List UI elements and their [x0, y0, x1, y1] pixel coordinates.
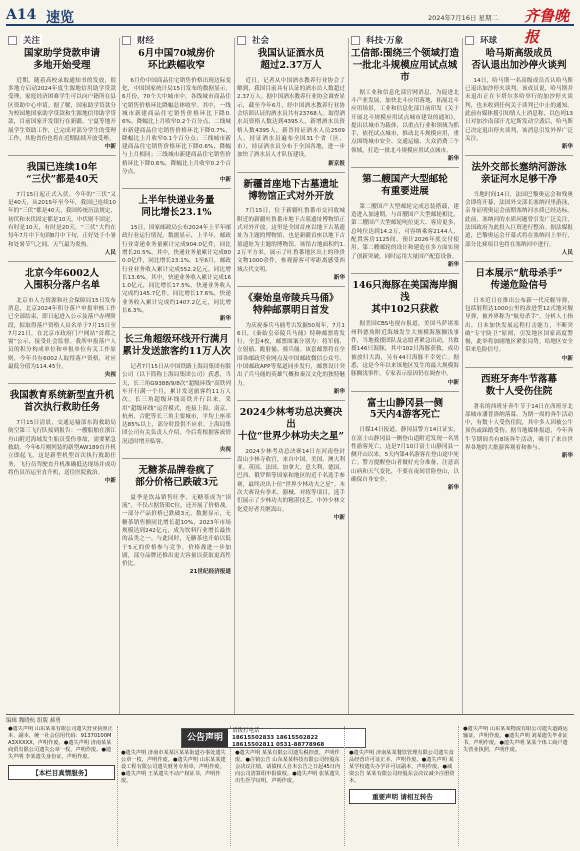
- article-body: 近期，随着高校录取通知书的发放，很多地方启动2024年度生源地信用助学贷款受理，家庭经济困难学生可以向户籍所在县区资助中心申请。据了解，国家助学贷款分为校园地国家助学贷款和生源地信用助学贷款，目前国家开发银行在新疆、宁夏等地开展学生资助工作，已完成对部分学生的受理工作，其他省份也将在近期陆续开放受理。: [8, 77, 116, 142]
- article-divider: [351, 167, 459, 168]
- section-name: 环球: [480, 36, 498, 46]
- byline: 央视: [104, 372, 116, 379]
- headline: 西班牙奔牛节落幕 数十人受伤住院: [480, 373, 557, 397]
- section-name: 社会: [252, 36, 270, 46]
- article-divider: [465, 155, 573, 156]
- byline: 新华: [561, 453, 573, 460]
- editor-credit: 编辑 魏晓杭 组版 郝勇: [6, 714, 574, 723]
- headline: 日本展示“航母杀手” 传递危险信号: [475, 267, 563, 291]
- column-tech: [349, 42, 461, 714]
- headline: 工信部:围绕三个领域打造 一批北斗规模应用试点城市: [351, 48, 460, 83]
- article-body: 15日，国家邮政局公布2024年上半年邮政行业运行情况。数据显示，上半年，邮政行业寄递业务量累计完成904.0亿件，同比增长20.5%。其中，快递业务量累计完成800.0亿件，同比增长23.1%。1至6月，邮政行业业务收入累计完成552.2亿元，同比增长13.6%。其中，快递业务收入累计完成161.0亿元，同比增长17.5%，快递业务收入完成约145.7亿件，同比增长17.6%，快递业务收入累计完成约1407.2亿元，同比增长6.3%。: [122, 225, 231, 315]
- byline: 中新: [447, 379, 459, 386]
- article-divider: [122, 458, 231, 459]
- ad-text: ●遗失声明 某某有限公司遗失税控盘，声明作废。●注销公告 山东某某科技有限公司经股东会决议注销，请债权人自本公告之日起45日内向公司清算组申报债权。●遗失声明 张某遗失出生医学证明，声明作废。: [235, 750, 341, 785]
- section-name: 财经: [137, 36, 155, 46]
- byline: 新华: [447, 485, 459, 492]
- ad-column: [233, 726, 345, 846]
- headline: 第二艘国产大型邮轮 有重要进展: [362, 174, 448, 197]
- newspaper-logo: 齐鲁晚报: [524, 7, 570, 46]
- article-body: 6月份中国商品住宅销售价格出现边际变化，中国国家统计局15日发布的数据显示，6月份，70个大中城市中，各线城市商品住宅销售价格环比降幅总体收窄。其中，一线城市新建商品住宅销售价格环比下降0.6%，降幅比上月收窄0.2个百分点，二线城市新建商品住宅销售价格环比下降0.7%，降幅比上月收窄0.1个百分点；三线城市新建商品住宅销售价格环比下降0.6%，降幅与上月相同；三线城市新建商品住宅销售价格环比下降0.6%，降幅比上月收窄0.2个百分点。: [122, 77, 231, 176]
- headline: 我国认证酒水员 超过2.37万人: [257, 48, 325, 71]
- page-number: A14: [6, 7, 37, 23]
- ad-column: [347, 726, 459, 846]
- byline: 人民: [104, 249, 116, 256]
- column-society: [235, 42, 347, 714]
- article-body: 日本近日在推出公布新一代反舰导弹，包括射程达1000公里的改进型12式地对舰导弹，被外界称为“航母杀手”。分析人士指出，日本加快发展远程打击能力，不断突破“专守防卫”原则，引发地区国家高度警惕，此举将加剧地区紧张局势，给地区安全带来危险信号。: [465, 297, 573, 354]
- article-body: 日媒14日报道，静冈县警方14日证实，在富士山静冈县一侧登山道附近发现一名男性游客死亡，这是7月10日富士山静冈县一侧开山以来，5天内第4名游客在登山途中死亡。警方提醒登山者做好充分准备，注意高山病和天气变化，不要在夜间冒险登山，以确保自身安全。: [351, 427, 459, 484]
- byline: 新华: [561, 144, 573, 151]
- headline: 146只海豚在美国海岸搁浅 其中102只获救: [352, 279, 458, 315]
- issue-date: 2024年7月16日 星期二: [428, 14, 499, 22]
- article-body: 7月15日起正式入伏。今年的“三伏”又是40天，从2015年至今年，我国已连续10年的“三伏”都是40天，我国传统历法规定，初伏和末伏固定都是10天，中伏则不固定，有时是10天，有时是20天。“三伏”大约在每年7月中下旬到8月中下旬，正好处于小暑和处暑节气之间，天气最为炎热。: [8, 191, 117, 248]
- byline: 中新: [333, 514, 345, 521]
- byline: 中新: [561, 355, 573, 362]
- article-body: 7月15日清晨，交通运输部东海救助局航空第三飞行队接到报告：一艘船舶在浙江舟山附近海域发生船员受伤事故，需要紧急救助。今年6月刚列装的新型AW189直升机立即起飞，这是新型机型首次执行救助任务，飞行员驾驶直升机准确抵达现场并成功将伤员吊运至直升机，送往医院救治。: [8, 420, 116, 476]
- article-divider: [465, 261, 573, 262]
- headline: 国家助学贷款申请 多地开始受理: [23, 48, 100, 71]
- article-body: 夏季是饮品销售旺季，无糖茶成为“顶流”，不仅占据货架C位，还开展了价格战。一部分产品价格已跌破3元。数据显示，无糖茶销售额同比增长超10%，2023年市场规模达到242亿元，成为饮料行业增长最快的品类之一。与此同时，无糖茶也开始以低于5元的价格参与竞争，价格战进一步加剧，部分品牌还推出更大容量以获取更高性价比。: [122, 494, 231, 568]
- page-section-title: 速览: [46, 10, 74, 26]
- headline: 上半年快递业务量 同比增长23.1%: [138, 195, 215, 219]
- headline: 长三角超级环线开行满月 累计发送旅客约11万人次: [122, 334, 231, 358]
- byline: 新华: [447, 156, 459, 162]
- article-body: 7月15日，位于新疆吐鲁番市交河故城附近的新疆吐鲁番市地下古墓遗址博物馆正式对外开放。这里是全国首座以地下古墓遗址为主题的博物馆，也是新疆首座以地下古墓遗址为主题的博物馆。该馆占地面积约1.2万平方米，展示了吐鲁番地区出土的珍贵文物1000余件，参观游客可零距离感受西域古代文明。: [237, 208, 345, 273]
- byline: 央视: [219, 447, 231, 454]
- headline: 新疆首座地下古墓遗址 博物馆正式对外开放: [243, 178, 339, 202]
- article-divider: [122, 188, 231, 189]
- ad-text: ●遗失声明 济南某某餐饮管理有限公司遗失食品经营许可证正本，声明作废。●遗失声明 某某学校遗失办学许可证副本，声明作废。●减资公告 某某有限公司经股东会决议减少注册资本。: [349, 750, 455, 785]
- article-divider: [237, 400, 345, 401]
- article-body: 著名的西班牙奔牛节于14日在西班牙北部城市潘普洛纳落幕。为期一周的奔牛活动中，有数十人受伤住院，其中多人因被公牛顶伤或踩踏受伤。据当地媒体报道，今年奔牛节期间共有8场奔牛活动，吸引了来自世界各地的大批游客观看和参与。: [465, 403, 573, 452]
- article-divider: [122, 327, 231, 328]
- headline: 我国教育系统新型直升机 首次执行救助任务: [9, 390, 115, 414]
- ad-box: 重要声明 请相互转告: [349, 789, 456, 804]
- ad-text: ●遗失声明 济南市某某区某某街道办事处遗失公章一枚，声明作废。●遗失声明 山东某某建设工程有限公司遗失财务专用章，声明作废。●遗失声明 王某遗失不动产权证书，声明作废。: [121, 750, 226, 785]
- article-body: 2024少林考功总决赛14日在河南登封嵩山少林寺收官，来自中国、美国、澳大利亚、英国、法国、加拿大、意大利、德国、巴西、俄罗斯等国家和地区的近千名选手参赛，最终决出十位“世界少林功夫之星”。本次大赛设有拳术、器械、对练等项目，选手们展示了少林功夫的精湛技艺，中外少林文化爱好者共聚嵩山。: [237, 448, 345, 513]
- byline: 新华: [333, 274, 345, 281]
- column-world: [463, 42, 575, 714]
- article-body: 记者7月15日从中国铁路上海局集团有限公司（以下简称上海局集团公司）获悉，当天，长三角G9388/9/8次“超级环线”高铁列车开行满一个月，累计发送旅客约11万人次。长三角超级环线高铁开行以来，采用“超级环线”运营模式，连接上海、南京、杭州、合肥等长三角主要城市，平均上座率达85%以上，部分时段供不应求。上海局集团公司有关负责人介绍，今后将根据客流情况适时增开临客。: [122, 364, 231, 445]
- article-divider: [8, 155, 116, 156]
- section-name: 关注: [23, 36, 41, 46]
- byline: 中新: [104, 144, 116, 151]
- headline: 富士山静冈县一侧 5天内4游客死亡: [366, 397, 443, 421]
- notice-title: 公告声明: [182, 729, 228, 747]
- article-divider: [8, 383, 116, 384]
- byline: 21世纪经济报道: [189, 569, 231, 576]
- article-body: 近日，记者从中国酒水教养行业协会了解到，我国目前具有认证的酒水员人数超过2.37万人。据中国酒水教养行业协会调查显示，截至今年6月，经中国酒水教养行业协会培训认证的酒水员共有23768人。取得酒水员资格人数达到4395人，新增酒水员资格人数4395人，新晋持证酒水人员2509人。持证酒水员遍布全国31个省（区、市），持证酒水员分布于全国各地，进一步加快了酒水员人才队伍建设。: [237, 77, 345, 159]
- article-divider: [351, 391, 459, 392]
- section-name: 科技·万象: [366, 36, 404, 46]
- headline: 2024少林考功总决赛决出 十位“世界少林功夫之星”: [238, 406, 344, 442]
- headline: 6月中国70城房价 环比跌幅收窄: [138, 48, 215, 71]
- byline: 新华: [219, 316, 231, 323]
- headline: 无糖茶品牌卷疯了 部分价格已跌破3元: [135, 465, 218, 488]
- article-body: 第二艘国产大型邮轮完成总装搭载，建造进入加速期。与首艘国产大型邮轮相比，第二艘国产大型邮轮吨位更大、客房更多，总吨位达到14.2万，可容纳乘客2144人，配置客房1125间，预计2026年底交付使用。第二艘邮轮的设计和建造在多方面实现了创新突破，同时运用大量国产配套设备。: [351, 203, 459, 260]
- ad-box: 【本栏目真情服务】: [8, 765, 115, 780]
- byline: 中新: [219, 177, 231, 184]
- article-body: 为庆祝秦兵马俑考古发掘50周年，7月16日，《秦始皇帝陵兵马俑》特种邮票将发行。全套4枚，邮票图案分别为：将军俑、立射俑、跪射俑、骑兵俑。该套邮票将在全国各邮政营业网点及中国邮政微信公众号、中国邮政APP等渠道同步发行，邮票设计突出了兵马俑的英雄气概和秦汉文化的独特魅力。: [237, 322, 345, 387]
- article-divider: [8, 261, 116, 262]
- byline: 新华: [447, 261, 459, 268]
- article-divider: [237, 286, 345, 287]
- phone-line: 18615502833 18615502822: [232, 734, 319, 741]
- ad-column: [461, 726, 574, 846]
- notice-subtitle: 请拨打电话: [232, 727, 260, 734]
- byline: 人民: [561, 249, 573, 256]
- article-body: 北京市人力资源和社会保障局15日发布消息，北京2024年积分落户申报审核工作已全部结束，即日起进入公示及落户办理阶段，拟取得落户资格人员名单于7月15日至7月21日，在北京市政府门户网站“首都之窗”公示，接受社会监督。我所申报落户人员的积分构成单位和申报单位有关工作原则，今年共有6002人取得落户资格，对应最低分值为114.45分。: [8, 297, 116, 371]
- article-body: 据工业和信息化部官网消息，为促进北斗产业发展，加快北斗应用落地，拓展北斗应用场景，工业和信息化部日前印发《关于开展北斗规模应用试点城市建设的通知》，提出以城市为载体，以重点行业和领域为抓手，依托试点城市，推动北斗规模应用，重点围绕城市安全、交通运输、大众消费三个领域，打造一批北斗规模应用试点城市。: [351, 89, 459, 154]
- headline: 我国已连续10年 “三伏”都是40天: [26, 162, 98, 185]
- article-divider: [465, 367, 573, 368]
- ad-column: [6, 726, 118, 846]
- byline: 新京报: [328, 160, 345, 167]
- byline: 中新: [104, 478, 116, 485]
- article-body: 据美国CBS电视台报道，美国马萨诸塞州科德角附近海域发生大规模海豚搁浅事件，当地救援团队及志愿者紧急出动，共救援146只海豚，其中102只海豚获救，成功被放归大海，另有44只海豚不幸死亡。据悉，这是今年以来该地区发生的最大规模海豚搁浅事件，专家表示原因仍在调查中。: [351, 321, 459, 378]
- headline: 法外交部长塞纳河游泳 亲证河水足够干净: [471, 162, 567, 185]
- column-attention: [6, 42, 118, 714]
- article-body: 14日，哈马斯一名高级成员否认哈马斯已退出加沙停火谈判。该成员说，哈马斯并未退出正在卡塔尔多哈举行的加沙停火谈判，也未收到任何关于谈判已中止的通知。此前有媒体援引知情人士消息称，以色列13日对加沙南部汗尤尼斯发动空袭后，哈马斯已决定退出停火谈判，该消息引发外界广泛关注。: [465, 77, 573, 142]
- ad-text: ●遗失声明 山东某某物流有限公司遗失道路运输证，声明作废。●遗失声明 刘某遗失毕业证书，声明作废。●遗失声明 某某个体工商户遗失营业执照，声明作废。: [463, 726, 568, 754]
- ad-text: ●遗失声明 山东某某有限公司遗失营业执照正本、副本，统一社会信用代码：91370100MA3XXXXX，声明作废。●遗失声明 济南某某商贸有限公司遗失公章一枚，声明作废。●遗失声明 李某遗失身份证，声明作废。: [8, 726, 113, 761]
- article-body: 当地时间14日，法国巴黎奥运会和残奥会即将开幕，法国外交部长塞纳河里游泳，亲身证明奥运会前期塞纳河水质已经达标。此前，塞纳河的水质问题曾引发广泛关注，法国政府为此投入巨资进行整治。据法媒报道，巴黎奥运会开幕式将在塞纳河上举行，部分比赛项目也将在塞纳河中进行。: [465, 191, 573, 248]
- byline: 新华: [333, 388, 345, 395]
- classified-ads: [6, 726, 574, 846]
- article-divider: [351, 273, 459, 274]
- column-finance: [120, 42, 233, 714]
- headline: 《秦始皇帝陵兵马俑》 特种邮票明日首发: [243, 292, 339, 316]
- article-divider: [237, 172, 345, 173]
- phone-line: 18615502811 0531-88778968: [232, 741, 325, 748]
- headline: 北京今年6002人 入围积分落户名单: [23, 267, 100, 291]
- headline: 哈马斯高级成员 否认退出加沙停火谈判: [471, 48, 567, 71]
